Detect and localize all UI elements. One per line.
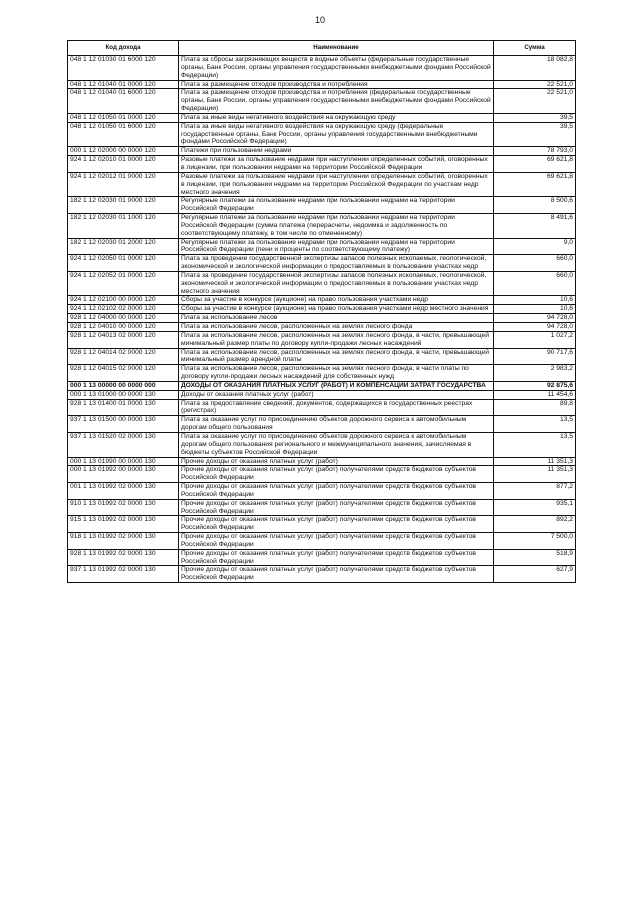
- code-cell: 928 1 12 04015 02 0000 120: [68, 365, 179, 382]
- table-row: [68, 331, 576, 348]
- table-row: [68, 499, 576, 516]
- name-cell: Плата за сбросы загрязняющих веществ в водные объекты (федеральные государственные органы, Банк России, органы управления государственными внебюджетными фондами Российской Федерации): [179, 56, 494, 81]
- name-cell: Разовые платежи за пользование недрами при наступлении определенных событий, оговоренных в лицензии, при пользовании недрами на территории Российской Федерации по участкам недр местного значения: [179, 172, 494, 197]
- table-row: [68, 296, 576, 305]
- code-cell: 937 1 13 01992 02 0000 130: [68, 566, 179, 583]
- code-cell: 048 1 12 01040 01 6000 120: [68, 89, 179, 114]
- table-row: [68, 271, 576, 296]
- table-row: [68, 399, 576, 416]
- name-cell: Платежи при пользовании недрами: [179, 147, 494, 156]
- code-cell: 928 1 12 04000 00 0000 120: [68, 314, 179, 323]
- table-row: [68, 89, 576, 114]
- code-cell: 924 1 12 02012 01 0000 120: [68, 172, 179, 197]
- sum-cell: 22 521,0: [494, 80, 576, 89]
- code-cell: 001 1 13 01992 02 0000 130: [68, 483, 179, 500]
- name-cell: Плата за использование лесов, расположенных на землях лесного фонда, в части, превышающей минимальный размер платы по договору купли-продажи лесных насаждений: [179, 331, 494, 348]
- table-row: [68, 516, 576, 533]
- sum-cell: 892,2: [494, 516, 576, 533]
- table-row: [68, 255, 576, 272]
- code-column-header: Код дохода: [68, 41, 179, 56]
- sum-cell: 2 983,2: [494, 365, 576, 382]
- table-row: [68, 113, 576, 122]
- table-row: [68, 348, 576, 365]
- table-row: [68, 305, 576, 314]
- name-cell: Прочие доходы от оказания платных услуг (работ) получателями средств бюджетов субъектов Российской Федерации: [179, 466, 494, 483]
- code-cell: 048 1 12 01050 01 0000 120: [68, 113, 179, 122]
- sum-cell: 13,5: [494, 432, 576, 457]
- sum-cell: 935,1: [494, 499, 576, 516]
- table-row: [68, 390, 576, 399]
- table-row: [68, 533, 576, 550]
- table-row: [68, 172, 576, 197]
- table-row: [68, 549, 576, 566]
- table-row: [68, 314, 576, 323]
- name-cell: Плата за размещение отходов производства и потребления (федеральные государственные органы, Банк России, органы управления государственными внебюджетными фондами Российской Федерации): [179, 89, 494, 114]
- sum-cell: 69 621,8: [494, 156, 576, 173]
- name-cell: Прочие доходы от оказания платных услуг (работ) получателями средств бюджетов субъектов Российской Федерации: [179, 566, 494, 583]
- table-row: [68, 80, 576, 89]
- sum-cell: 92 875,6: [494, 381, 576, 390]
- table-row: [68, 197, 576, 214]
- name-cell: Плата за использование лесов, расположенных на землях лесного фонда: [179, 323, 494, 332]
- sum-cell: 18 082,8: [494, 56, 576, 81]
- sum-cell: 877,2: [494, 483, 576, 500]
- table-row: [68, 457, 576, 466]
- sum-cell: 39,5: [494, 113, 576, 122]
- sum-cell: 8 491,6: [494, 214, 576, 239]
- name-cell: Плата за проведение государственной экспертизы запасов полезных ископаемых, геологической, экономической и экологической информации о предоставляемых в пользование участках недр: [179, 255, 494, 272]
- sum-cell: 518,9: [494, 549, 576, 566]
- table-row: [68, 122, 576, 147]
- sum-cell: 69 621,8: [494, 172, 576, 197]
- code-cell: 048 1 12 01030 01 6000 120: [68, 56, 179, 81]
- sum-cell: 89,8: [494, 399, 576, 416]
- sum-cell: 9,0: [494, 238, 576, 255]
- code-cell: 000 1 13 01992 00 0000 130: [68, 466, 179, 483]
- name-cell: Сборы за участие в конкурсе (аукционе) на право пользования участками недр: [179, 296, 494, 305]
- name-cell: Прочие доходы от оказания платных услуг (работ): [179, 457, 494, 466]
- name-cell: Прочие доходы от оказания платных услуг (работ) получателями средств бюджетов субъектов Российской Федерации: [179, 499, 494, 516]
- code-cell: 937 1 13 01520 02 0000 130: [68, 432, 179, 457]
- table-row: [68, 156, 576, 173]
- code-cell: 924 1 12 02010 01 0000 120: [68, 156, 179, 173]
- sum-cell: 13,5: [494, 416, 576, 433]
- name-cell: Плата за размещение отходов производства и потребления: [179, 80, 494, 89]
- table-row: [68, 566, 576, 583]
- sum-cell: 39,5: [494, 122, 576, 147]
- code-cell: 924 1 12 02100 00 0000 120: [68, 296, 179, 305]
- table-row: [68, 238, 576, 255]
- name-cell: Прочие доходы от оказания платных услуг (работ) получателями средств бюджетов субъектов Российской Федерации: [179, 549, 494, 566]
- code-cell: 182 1 12 02030 01 0000 120: [68, 197, 179, 214]
- table-header-row: [68, 41, 576, 56]
- sum-cell: 660,0: [494, 271, 576, 296]
- name-cell: Плата за использование лесов: [179, 314, 494, 323]
- name-cell: Плата за оказание услуг по присоединению объектов дорожного сервиса к автомобильным дорогам общего пользования регионального и межмуниципального значения, зачисляемая в бюджеты субъектов Российской Федерации: [179, 432, 494, 457]
- sum-cell: 94 728,0: [494, 314, 576, 323]
- name-cell: Плата за иные виды негативного воздействия на окружающую среду: [179, 113, 494, 122]
- table-row: [68, 323, 576, 332]
- name-cell: Регулярные платежи за пользование недрами при пользовании недрами на территории Российской Федерации: [179, 197, 494, 214]
- code-cell: 048 1 12 01040 01 0000 120: [68, 80, 179, 89]
- table-row: [68, 147, 576, 156]
- sum-cell: 10,6: [494, 305, 576, 314]
- name-cell: Плата за оказание услуг по присоединению объектов дорожного сервиса к автомобильным дорогам общего пользования: [179, 416, 494, 433]
- code-cell: 915 1 13 01992 02 0000 130: [68, 516, 179, 533]
- code-cell: 928 1 13 01992 02 0000 130: [68, 549, 179, 566]
- sum-cell: 94 728,0: [494, 323, 576, 332]
- code-cell: 928 1 13 01400 01 0000 130: [68, 399, 179, 416]
- table-row: [68, 214, 576, 239]
- name-cell: Прочие доходы от оказания платных услуг (работ) получателями средств бюджетов субъектов Российской Федерации: [179, 533, 494, 550]
- name-cell: Доходы от оказания платных услуг (работ): [179, 390, 494, 399]
- sum-cell: 1 027,2: [494, 331, 576, 348]
- code-cell: 910 1 13 01992 02 0000 130: [68, 499, 179, 516]
- code-cell: 182 1 12 02030 01 2000 120: [68, 238, 179, 255]
- table-row: [68, 416, 576, 433]
- table-row: [68, 381, 576, 390]
- code-cell: 000 1 13 01000 00 0000 130: [68, 390, 179, 399]
- name-cell: Сборы за участие в конкурсе (аукционе) на право пользования участками недр местного значения: [179, 305, 494, 314]
- name-cell: Плата за проведение государственной экспертизы запасов полезных ископаемых, геологической, экономической и экологической информации о предоставляемых в пользование участках недр местного значения: [179, 271, 494, 296]
- table-row: [68, 432, 576, 457]
- name-cell: Разовые платежи за пользование недрами при наступлении определенных событий, оговоренных в лицензии, при пользовании недрами на территории Российской Федерации: [179, 156, 494, 173]
- name-cell: Регулярные платежи за пользование недрами при пользовании недрами на территории Российской Федерации (сумма платежа (перерасчеты, недоимка и задолженность по соответствующему платежу, в том числе по отмененному): [179, 214, 494, 239]
- code-cell: 924 1 12 02102 02 0000 120: [68, 305, 179, 314]
- code-cell: 937 1 13 01500 00 0000 130: [68, 416, 179, 433]
- name-cell: ДОХОДЫ ОТ ОКАЗАНИЯ ПЛАТНЫХ УСЛУГ (РАБОТ) И КОМПЕНСАЦИИ ЗАТРАТ ГОСУДАРСТВА: [179, 381, 494, 390]
- table-body: [68, 56, 576, 583]
- table-row: [68, 483, 576, 500]
- name-cell: Прочие доходы от оказания платных услуг (работ) получателями средств бюджетов субъектов Российской Федерации: [179, 516, 494, 533]
- table-row: [68, 56, 576, 81]
- sum-cell: 627,9: [494, 566, 576, 583]
- code-cell: 918 1 13 01992 02 0000 130: [68, 533, 179, 550]
- name-cell: Плата за иные виды негативного воздействия на окружающую среду (федеральные государственные органы, Банк России, органы управления государственными внебюджетными фондами Российской Федерации): [179, 122, 494, 147]
- code-cell: 000 1 13 01990 00 0000 130: [68, 457, 179, 466]
- sum-cell: 660,0: [494, 255, 576, 272]
- sum-cell: 10,6: [494, 296, 576, 305]
- name-cell: Регулярные платежи за пользование недрами при пользовании недрами на территории Российской Федерации (пени и проценты по соответствующему платежу): [179, 238, 494, 255]
- code-cell: 924 1 12 02052 01 0000 120: [68, 271, 179, 296]
- name-cell: Плата за использование лесов, расположенных на землях лесного фонда, в части платы по договору купли-продажи лесных насаждений для собственных нужд: [179, 365, 494, 382]
- sum-cell: 11 454,6: [494, 390, 576, 399]
- sum-cell: 8 500,6: [494, 197, 576, 214]
- code-cell: 048 1 12 01050 01 6000 120: [68, 122, 179, 147]
- code-cell: 000 1 12 02000 00 0000 120: [68, 147, 179, 156]
- name-cell: Прочие доходы от оказания платных услуг (работ) получателями средств бюджетов субъектов Российской Федерации: [179, 483, 494, 500]
- code-cell: 924 1 12 02050 01 0000 120: [68, 255, 179, 272]
- table-row: [68, 466, 576, 483]
- sum-column-header: Сумма: [494, 41, 576, 56]
- revenue-table: [67, 40, 576, 583]
- sum-cell: 78 793,0: [494, 147, 576, 156]
- code-cell: 000 1 13 00000 00 0000 000: [68, 381, 179, 390]
- table-row: [68, 365, 576, 382]
- name-cell: Плата за использование лесов, расположенных на землях лесного фонда, в части, превышающей минимальный размер арендной платы: [179, 348, 494, 365]
- name-column-header: Наименование: [179, 41, 494, 56]
- code-cell: 182 1 12 02030 01 1000 120: [68, 214, 179, 239]
- code-cell: 928 1 12 04014 02 0000 120: [68, 348, 179, 365]
- sum-cell: 11 351,3: [494, 466, 576, 483]
- sum-cell: 11 351,3: [494, 457, 576, 466]
- code-cell: 928 1 12 04013 02 0000 120: [68, 331, 179, 348]
- sum-cell: 7 500,0: [494, 533, 576, 550]
- page-number: 10: [314, 15, 325, 25]
- name-cell: Плата за предоставление сведений, документов, содержащихся в государственных реестрах (регистрах): [179, 399, 494, 416]
- code-cell: 928 1 12 04010 00 0000 120: [68, 323, 179, 332]
- sum-cell: 22 521,0: [494, 89, 576, 114]
- sum-cell: 90 717,6: [494, 348, 576, 365]
